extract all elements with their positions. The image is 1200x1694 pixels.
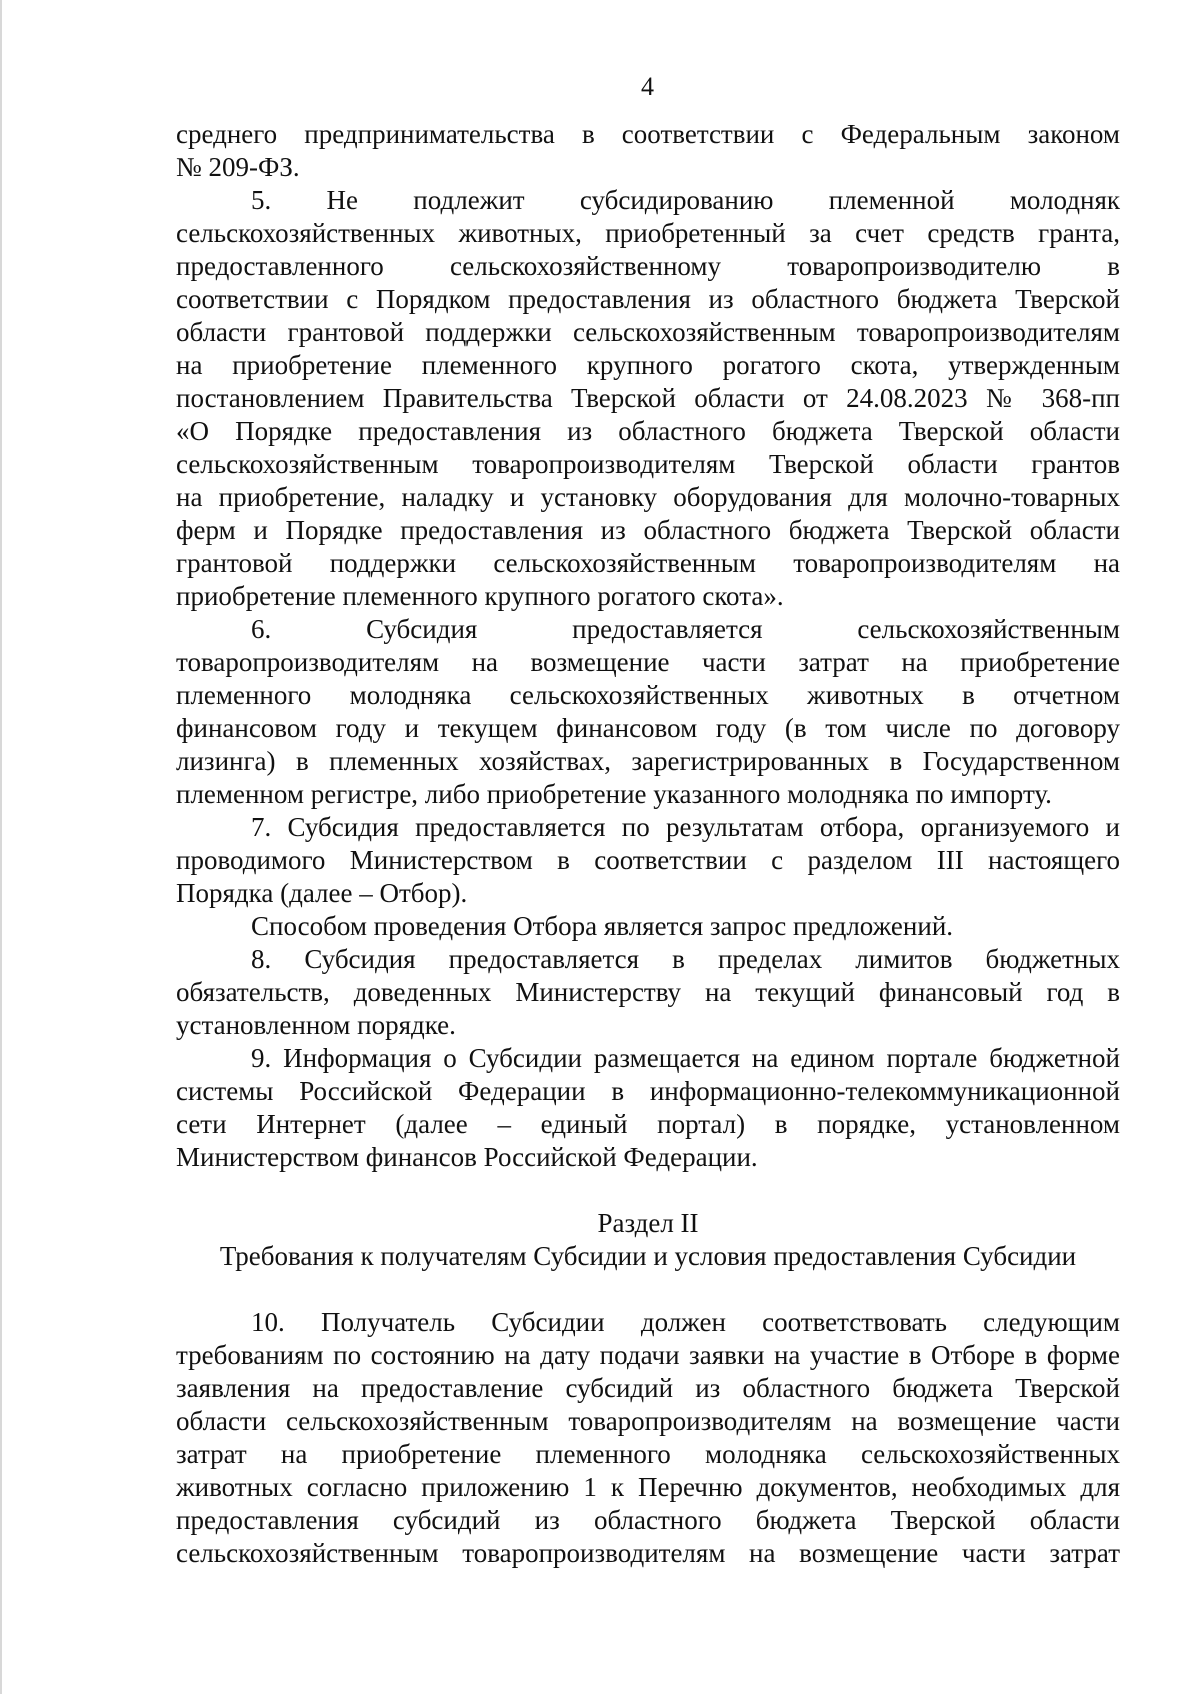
text-line: заявления на предоставление субсидий из областного бюджета Тверской [176,1373,1120,1403]
text-line: сельскохозяйственных животных, приобретенный за счет средств гранта, [176,218,1120,248]
text-line: племенном регистре, либо приобретение указанного молодняка по импорту. [176,779,1052,809]
paragraph-9-start: 9. Информация о Субсидии размещается на едином портале бюджетной [251,1043,1120,1073]
text-line: требованиям по состоянию на дату подачи заявки на участие в Отборе в форме [176,1340,1120,1370]
paragraph-line: Способом проведения Отбора является запрос предложений. [251,911,954,941]
paragraph-5-start: 5. Не подлежит субсидированию племенной молодняк [251,185,1120,215]
text-line: сельскохозяйственным товаропроизводителям Тверской области грантов [176,449,1120,479]
text-line: товаропроизводителям на возмещение части затрат на приобретение [176,647,1120,677]
paragraph-8-start: 8. Субсидия предоставляется в пределах лимитов бюджетных [251,944,1120,974]
text-line: предоставленного сельскохозяйственному товаропроизводителю в [176,251,1120,281]
paragraph-7-start: 7. Субсидия предоставляется по результатам отбора, организуемого и [251,812,1120,842]
text-line: племенного молодняка сельскохозяйственных животных в отчетном [176,680,1120,710]
section-title: Требования к получателям Субсидии и условия предоставления Субсидии [219,1241,1077,1271]
text-line: обязательств, доведенных Министерству на текущий финансовый год в [176,977,1120,1007]
text-line: соответствии с Порядком предоставления из областного бюджета Тверской [176,284,1120,314]
text-line: на приобретение племенного крупного рогатого скота, утвержденным [176,350,1120,380]
text-line: «О Порядке предоставления из областного бюджета Тверской области [176,416,1120,446]
text-line: сети Интернет (далее – единый портал) в порядке, установленном [176,1109,1120,1139]
text-line: № 209-ФЗ. [176,152,300,182]
section-label: Раздел II [597,1208,699,1238]
text-line: затрат на приобретение племенного молодняка сельскохозяйственных [176,1439,1120,1469]
text-line: проводимого Министерством в соответствии с разделом III настоящего [176,845,1120,875]
text-line: среднего предпринимательства в соответствии с Федеральным законом [176,119,1120,149]
text-line: предоставления субсидий из областного бюджета Тверской области [176,1505,1120,1535]
paragraph-10-start: 10. Получатель Субсидии должен соответствовать следующим [251,1307,1120,1337]
paragraph-6-start: 6. Субсидия предоставляется сельскохозяйственным [251,614,1120,644]
text-line: сельскохозяйственным товаропроизводителям на возмещение части затрат [176,1538,1120,1568]
text-line: Министерством финансов Российской Федерации. [176,1142,758,1172]
text-line: системы Российской Федерации в информационно-телекоммуникационной [176,1076,1120,1106]
page-number: 4 [641,72,654,101]
text-line: ферм и Порядке предоставления из областного бюджета Тверской области [176,515,1120,545]
text-line: приобретение племенного крупного рогатого скота». [176,581,784,611]
text-line: области грантовой поддержки сельскохозяйственным товаропроизводителям [176,317,1120,347]
text-line: Порядка (далее – Отбор). [176,878,468,908]
text-line: животных согласно приложению 1 к Перечню документов, необходимых для [176,1472,1120,1502]
text-line: лизинга) в племенных хозяйствах, зарегистрированных в Государственном [176,746,1120,776]
text-line: грантовой поддержки сельскохозяйственным товаропроизводителям на [176,548,1120,578]
text-line: финансовом году и текущем финансовом году (в том числе по договору [176,713,1120,743]
text-line: на приобретение, наладку и установку оборудования для молочно-товарных [176,482,1120,512]
text-line: установленном порядке. [176,1010,456,1040]
text-line: постановлением Правительства Тверской области от 24.08.2023 № 368-пп [176,383,1120,413]
text-line: области сельскохозяйственным товаропроизводителям на возмещение части [176,1406,1120,1436]
scan-edge [0,0,2,1694]
